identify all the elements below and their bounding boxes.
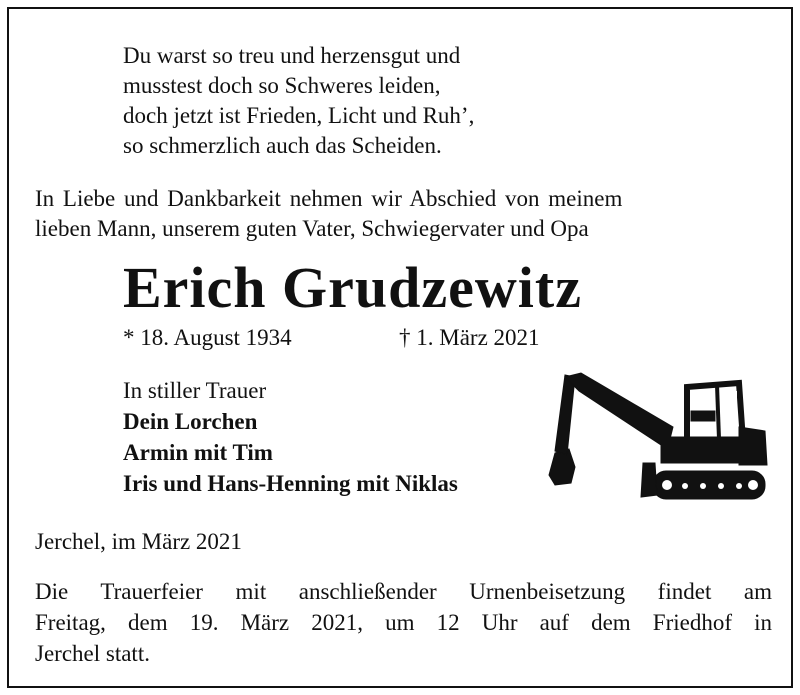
death-date: † 1. März 2021 (399, 325, 540, 350)
intro-line: In Liebe und Dankbarkeit nehmen wir Abschied von meinem (35, 186, 623, 211)
mourners-heading: In stiller Trauer (123, 378, 267, 403)
service-line: Die Trauerfeier mit anschließender Urnenbeisetzung findet am (35, 579, 772, 604)
service-line: Freitag, dem 19. März 2021, um 12 Uhr auf dem Friedhof in (35, 610, 772, 635)
birth-date: * 18. August 1934 (123, 325, 292, 350)
intro-text (35, 184, 772, 244)
funeral-service-info (35, 576, 772, 669)
poem (123, 41, 474, 161)
service-line: Jerchel statt. (35, 641, 150, 666)
mourner-name: Dein Lorchen (123, 409, 258, 434)
mourner-name: Iris und Hans-Henning mit Niklas (123, 471, 458, 496)
intro-line: lieben Mann, unserem guten Vater, Schwiegervater und Opa (35, 216, 589, 241)
mourners (123, 375, 458, 499)
mourner-name: Armin mit Tim (123, 440, 273, 465)
excavator-icon (541, 371, 773, 505)
poem-line: Du warst so treu und herzensgut und (123, 43, 461, 68)
poem-line: musstest doch so Schweres leiden, (123, 73, 441, 98)
obituary-notice (7, 7, 793, 688)
poem-line: doch jetzt ist Frieden, Licht und Ruh’, (123, 103, 475, 128)
poem-line: so schmerzlich auch das Scheiden. (123, 133, 442, 158)
place-and-date: Jerchel, im März 2021 (35, 529, 242, 554)
deceased-name: Erich Grudzewitz (123, 255, 582, 320)
